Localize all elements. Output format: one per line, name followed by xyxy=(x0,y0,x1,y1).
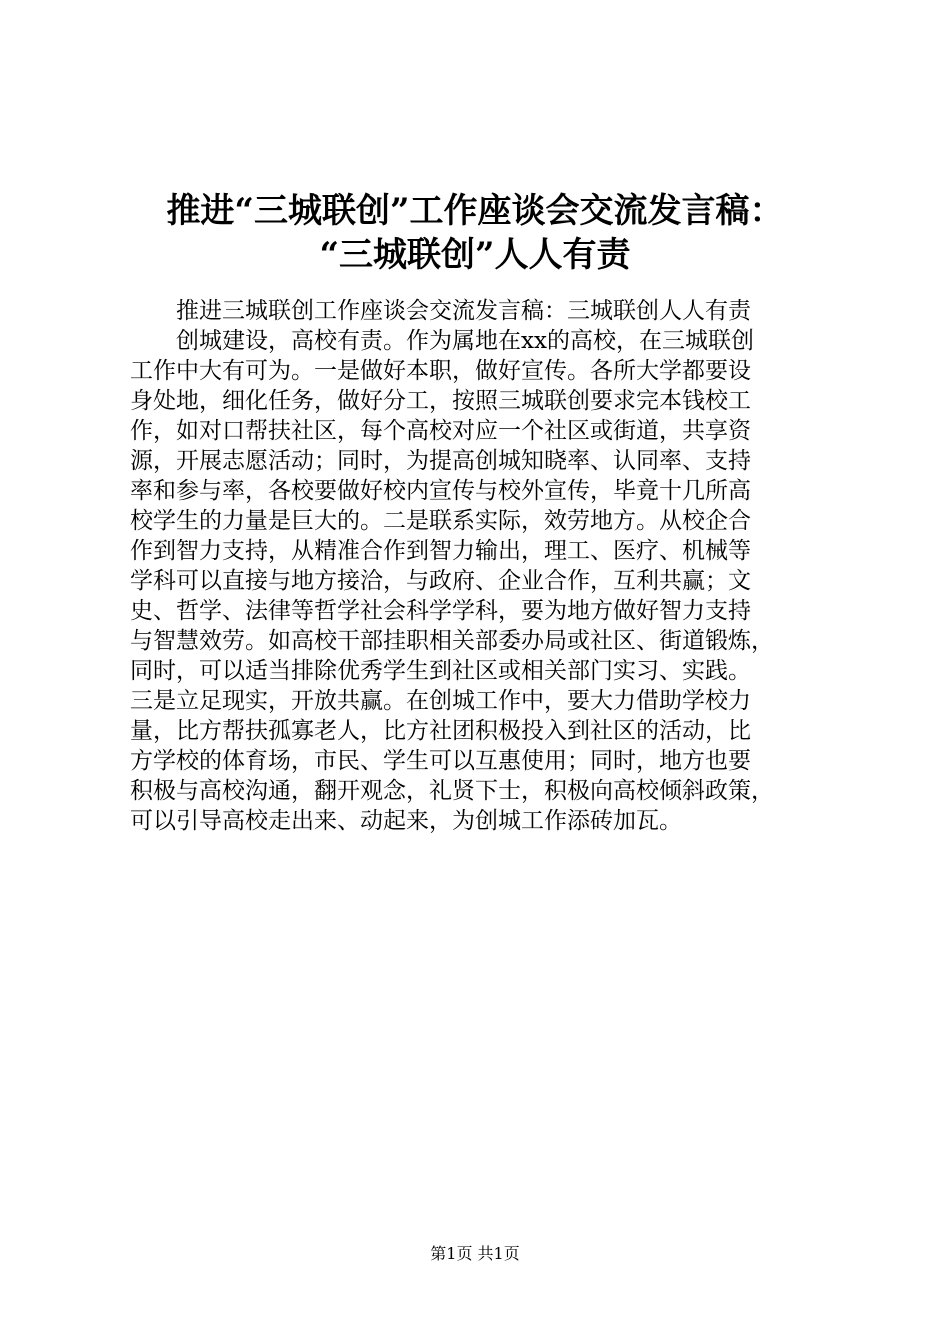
body-line: 工作中大有可为。一是做好本职，做好宣传。各所大学都要设 xyxy=(130,358,751,384)
body-line: 量，比方帮扶孤寡老人，比方社团积极投入到社区的活动，比 xyxy=(130,718,751,744)
body-line: 率和参与率，各校要做好校内宣传与校外宣传，毕竟十几所高 xyxy=(130,478,751,504)
page-number-footer: 第1页 共1页 xyxy=(430,1244,520,1263)
body-line: 同时，可以适当排除优秀学生到社区或相关部门实习、实践。 xyxy=(130,658,751,684)
body-line: 与智慧效劳。如高校干部挂职相关部委办局或社区、街道锻炼， xyxy=(130,628,774,654)
body-line: 方学校的体育场，市民、学生可以互惠使用；同时，地方也要 xyxy=(130,748,751,774)
body-line: 史、哲学、法律等哲学社会科学学科，要为地方做好智力支持 xyxy=(130,598,751,624)
body-line: 身处地，细化任务，做好分工，按照三城联创要求完本钱校工 xyxy=(130,388,751,414)
body-line: 推进三城联创工作座谈会交流发言稿：三城联创人人有责 xyxy=(176,298,751,324)
body-line: 作，如对口帮扶社区，每个高校对应一个社区或街道，共享资 xyxy=(130,418,751,444)
body-line: 积极与高校沟通，翻开观念，礼贤下士，积极向高校倾斜政策， xyxy=(130,778,774,804)
body-line: 学科可以直接与地方接洽，与政府、企业合作，互利共赢；文 xyxy=(130,568,751,594)
document-title-line-2: “三城联创”人人有责 xyxy=(319,235,631,275)
body-line: 作到智力支持，从精准合作到智力输出，理工、医疗、机械等 xyxy=(130,538,751,564)
body-line: 校学生的力量是巨大的。二是联系实际，效劳地方。从校企合 xyxy=(130,508,751,534)
body-line: 三是立足现实，开放共赢。在创城工作中，要大力借助学校力 xyxy=(130,688,751,714)
body-line: 源，开展志愿活动；同时，为提高创城知晓率、认同率、支持 xyxy=(130,448,751,474)
body-line: 可以引导高校走出来、动起来，为创城工作添砖加瓦。 xyxy=(130,808,682,834)
document-body xyxy=(130,296,830,836)
document-title-line-1: 推进“三城联创”工作座谈会交流发言稿： xyxy=(166,191,784,231)
body-line: 创城建设，高校有责。作为属地在xx的高校，在三城联创 xyxy=(176,328,754,354)
